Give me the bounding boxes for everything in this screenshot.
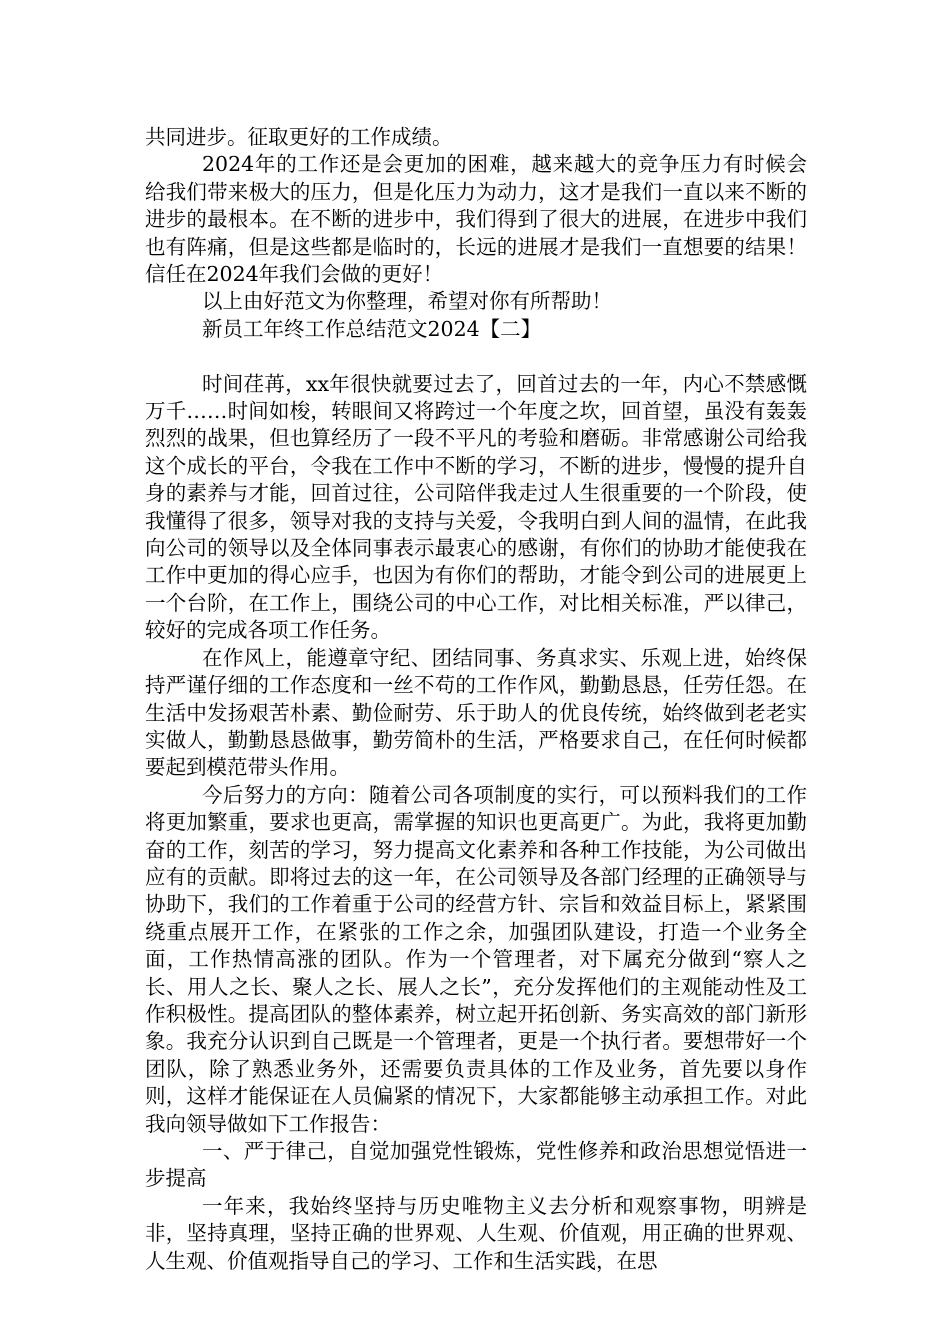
document-page bbox=[145, 124, 807, 1275]
paragraph-future-direction: 今后努力的方向：随着公司各项制度的实行，可以预料我们的工作将更加繁重，要求也更高，需掌握的知识也更高更广。为此，我将更加勤奋的工作，刻苦的学习，努力提高文化素养和各种工作技能，为公司做出应有的贡献。即将过去的这一年，在公司领导及各部门经理的正确领导与协助下，我们的工作着重于公司的经营方针、宗旨和效益目标上，紧紧围绕重点展开工作，在紧张的工作之余，加强团队建设，打造一个业务全面，工作热情高涨的团队。作为一个管理者，对下属充分做到“察人之长、用人之长、聚人之长、展人之长”，充分发挥他们的主观能动性及工作积极性。提高团队的整体素养，树立起开拓创新、务实高效的部门新形象。我充分认识到自己既是一个管理者，更是一个执行者。要想带好一个团队，除了熟悉业务外，还需要负责具体的工作及业务，首先要以身作则，这样才能保证在人员偏紧的情况下，大家都能够主动承担工作。对此我向领导做如下工作报告： bbox=[145, 782, 807, 1136]
paragraph-worldview: 一年来，我始终坚持与历史唯物主义去分析和观察事物，明辨是非，坚持真理，坚持正确的世界观、人生观、价值观，用正确的世界观、人生观、价值观指导自己的学习、工作和生活实践，在思 bbox=[145, 1193, 807, 1273]
blank-line bbox=[145, 343, 807, 370]
paragraph-2024-outlook: 2024年的工作还是会更加的困难，越来越大的竞争压力有时候会给我们带来极大的压力，但是化压力为动力，这才是我们一直以来不断的进步的最根本。在不断的进步中，我们得到了很大的进展，在进步中我们也有阵痛，但是这些都是临时的，长远的进展才是我们一直想要的结果！信任在2024年我们会做的更好！ bbox=[145, 152, 807, 287]
paragraph-intro: 时间荏苒，xx年很快就要过去了，回首过去的一年，内心不禁感慨万千……时间如梭，转眼间又将跨过一个年度之坎，回首望，虽没有轰轰烈烈的战果，但也算经历了一段不平凡的考验和磨砺。非常感谢公司给我这个成长的平台，令我在工作中不断的学习，不断的进步，慢慢的提升自身的素养与才能，回首过往，公司陪伴我走过人生很重要的一个阶段，使我懂得了很多，领导对我的支持与关爱，令我明白到人间的温情，在此我向公司的领导以及全体同事表示最衷心的感谢，有你们的协助才能使我在工作中更加的得心应手，也因为有你们的帮助，才能令到公司的进展更上一个台阶，在工作上，围绕公司的中心工作，对比相关标准，严以律己，较好的完成各项工作任务。 bbox=[145, 371, 807, 643]
subheading-self-discipline: 一、严于律己，自觉加强党性锻炼，党性修养和政治思想觉悟进一步提高 bbox=[145, 1139, 807, 1191]
paragraph-work-style: 在作风上，能遵章守纪、团结同事、务真求实、乐观上进，始终保持严谨仔细的工作态度和一丝不苟的工作作风，勤勤恳恳，任劳任怨。在生活中发扬艰苦朴素、勤俭耐劳、乐于助人的优良传统，始终做到老老实实做人，勤勤恳恳做事，勤劳简朴的生活，严格要求自己，在任何时候都要起到模范带头作用。 bbox=[145, 645, 807, 780]
paragraph-continuation: 共同进步。征取更好的工作成绩。 bbox=[145, 125, 453, 149]
section-title: 新员工年终工作总结范文2024【二】 bbox=[202, 316, 542, 341]
paragraph-closing-note: 以上由好范文为你整理，希望对你有所帮助！ bbox=[202, 289, 612, 314]
